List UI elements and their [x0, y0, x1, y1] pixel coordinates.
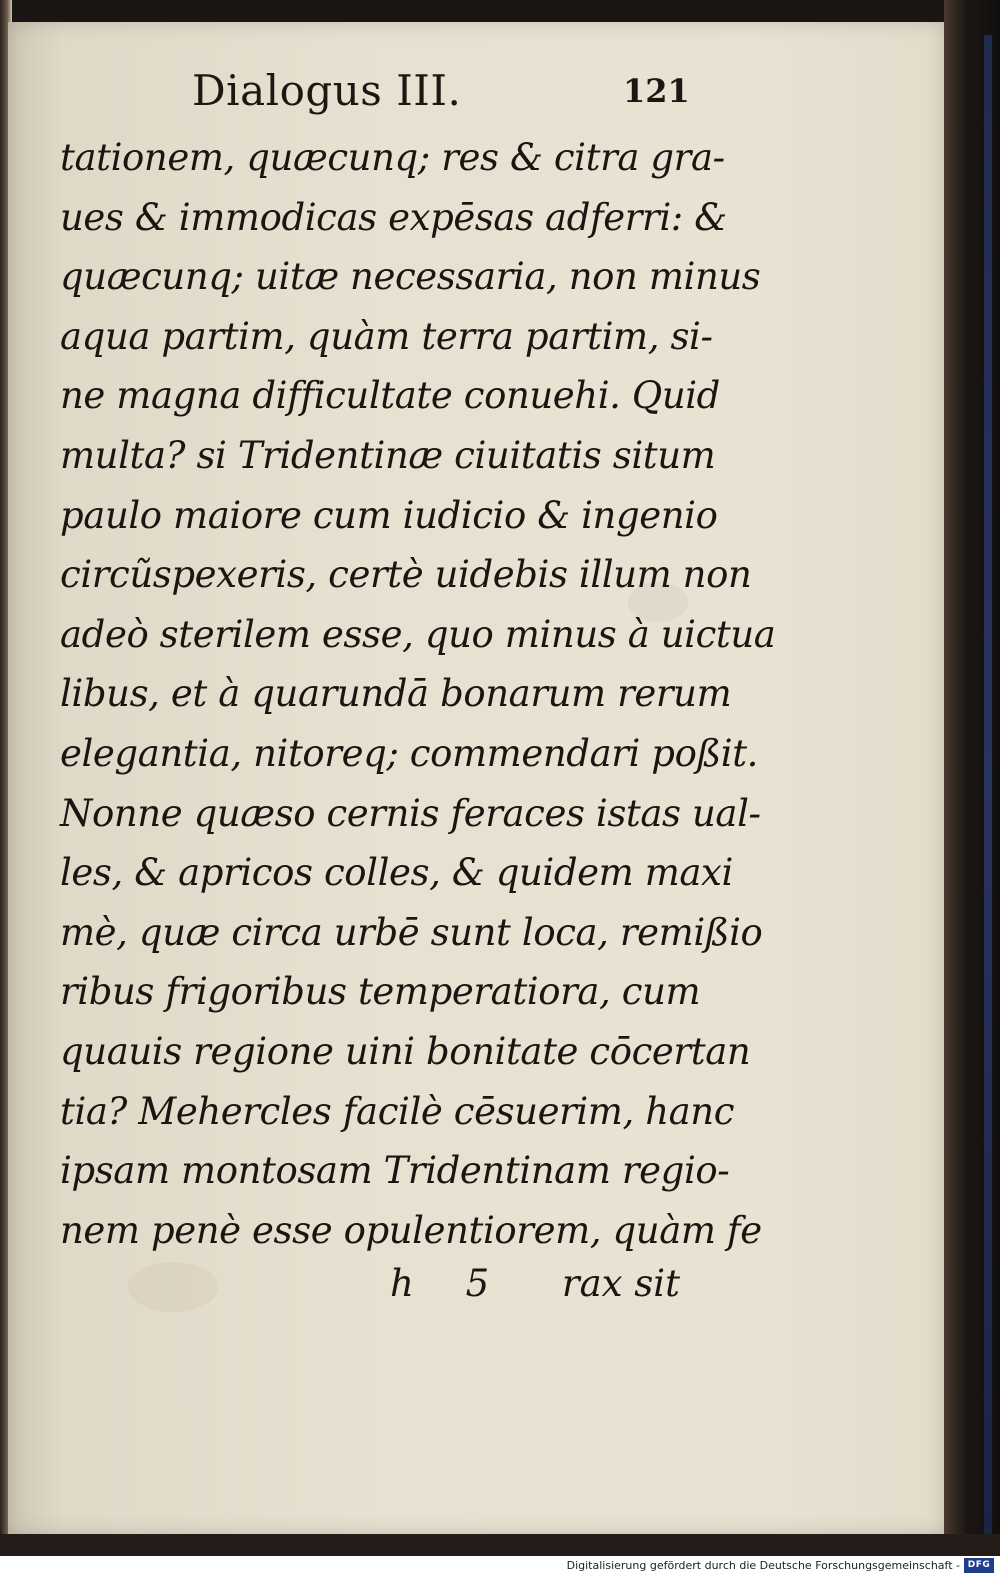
text-line: elegantia, nitoreq; commendari poßit.: [60, 731, 759, 775]
text-line: ues & immodicas expēsas adferri: &: [60, 195, 727, 239]
page-number: 121: [623, 72, 690, 110]
color-calibration-edge: [984, 35, 992, 1535]
text-line: multa? si Tridentinæ ciuitatis situm: [60, 433, 716, 477]
text-line: ne magna difficultate conuehi. Quid: [60, 374, 720, 418]
page-header: [8, 22, 944, 122]
text-line: Nonne quæso cernis feraces istas ual-: [60, 791, 761, 835]
text-line: nem penè esse opulentiorem, quàm fe: [60, 1208, 762, 1252]
funding-credit: Digitalisierung gefördert durch die Deutsche Forschungsgemeinschaft -: [566, 1559, 960, 1572]
catchword: rax sit: [561, 1262, 680, 1305]
text-line: ribus frigoribus temperatiora, cum: [60, 970, 701, 1014]
digitization-credit-bar: [0, 1556, 1000, 1577]
text-line: circũspexeris, certè uidebis illum non: [60, 553, 752, 597]
text-line: quauis regione uini bonitate cōcertan: [60, 1029, 751, 1073]
scan-background-bottom: [0, 1534, 1000, 1556]
text-line: libus, et à quarundā bonarum rerum: [60, 672, 732, 716]
paper-stain: [128, 1262, 218, 1312]
text-line: tationem, quæcunq; res & citra gra-: [60, 136, 725, 179]
text-line: paulo maiore cum iudicio & ingenio: [60, 493, 718, 537]
text-line: aqua partim, quàm terra partim, si-: [60, 314, 713, 358]
text-line: adeò sterilem esse, quo minus à uictua: [60, 612, 776, 656]
text-line: quæcunq; uitæ necessaria, non minus: [60, 255, 761, 299]
text-line: ipsam montosam Tridentinam regio-: [60, 1149, 730, 1193]
text-line: mè, quæ circa urbē sunt loca, remißio: [60, 910, 763, 954]
signature-mark: h 5: [390, 1262, 510, 1305]
scan-background-right: [944, 0, 1000, 1556]
text-line: tia? Mehercles facilè cēsuerim, hanc: [60, 1089, 735, 1133]
dfg-logo: DFG: [964, 1558, 994, 1573]
text-line: les, & apricos colles, & quidem maxi: [60, 851, 733, 895]
page-foot-line: [390, 1262, 680, 1322]
running-title: Dialogus III.: [192, 66, 462, 115]
body-text: [60, 128, 776, 1260]
